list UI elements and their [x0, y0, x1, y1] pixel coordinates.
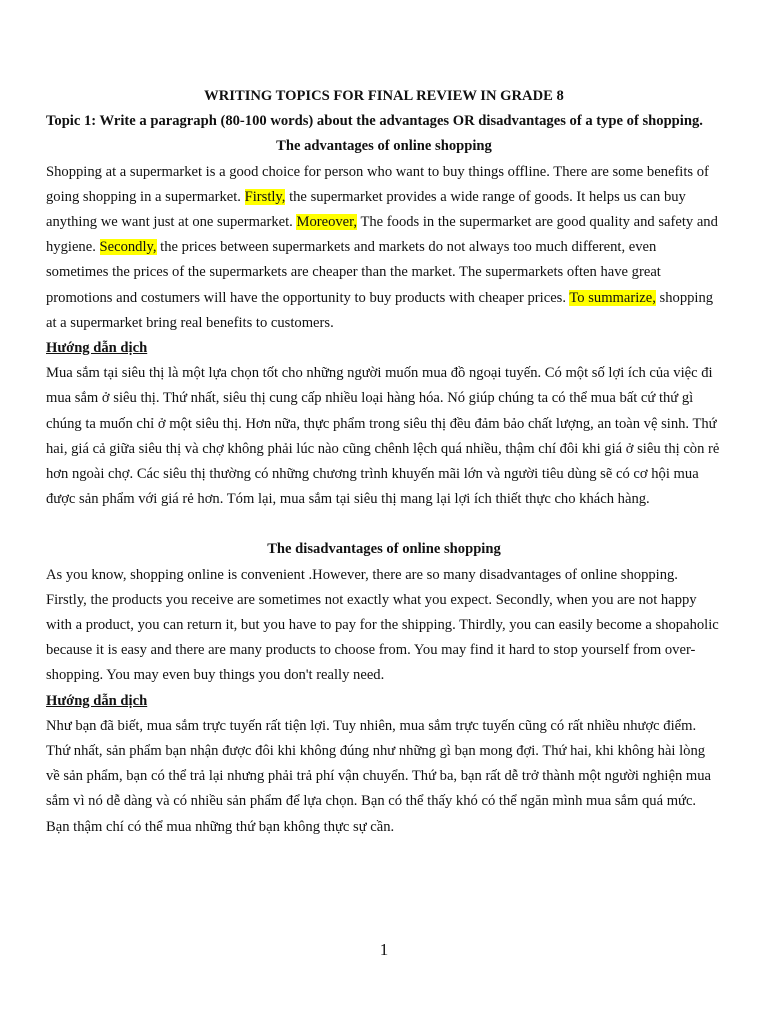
paragraph-text: Shopping at a supermarket is a good choice for person who want to buy things offline. There are some benefits of going shopping in a supermarket. — [46, 163, 709, 205]
paragraph-text: The foods in the supermarket are good quality and safety and hygiene. — [46, 214, 718, 256]
paragraph-text: the prices between supermarkets and markets do not always too much different, even sometimes the prices of the supermarkets are cheaper than the market. The supermarkets often have great promotions and costumers will have the opportunity to buy products with cheaper prices. — [46, 239, 661, 306]
disadvantages-translation: Như bạn đã biết, mua sắm trực tuyến rất tiện lợi. Tuy nhiên, mua sắm trực tuyến cũng có rất nhiều nhược điểm. Thứ nhất, sản phẩm bạn nhận được đôi khi không đúng như những gì bạn mong đợi. Thứ hai, khi không hài lòng về sản phẩm, bạn có thể trả lại nhưng phải trả phí vận chuyển. Thứ ba, bạn rất dễ trở thành một người nghiện mua sắm vì nó dễ dàng và có nhiều sản phẩm để lựa chọn. Bạn có thể thấy khó có thể ngăn mình mua sắm quá mức. Bạn thậm chí có thể mua những thứ bạn không thực sự cần. — [46, 717, 712, 835]
highlighted-connector: Moreover, — [296, 214, 358, 231]
highlighted-connector: Firstly, — [244, 188, 286, 205]
advantages-translation: Mua sắm tại siêu thị là một lựa chọn tốt cho những người muốn mua đồ ngoại tuyến. Có một số lợi ích của việc đi mua sắm ở siêu thị. Thứ nhất, siêu thị cung cấp nhiều loại hàng hóa. Nó giúp chúng ta có thể mua bất cứ thứ gì chúng ta muốn chỉ ở một siêu thị. Hơn nữa, thực phẩm trong siêu thị đều đảm bảo chất lượng, an toàn vệ sinh. Thứ hai, giá cả giữa siêu thị và chợ không phải lúc nào cũng chênh lệch quá nhiều, thậm chí đôi khi giá ở siêu thị còn rẻ hơn ngoài chợ. Các siêu thị thường có những chương trình khuyến mãi lớn và người tiêu dùng sẽ có cơ hội mua được sản phẩm với giá rẻ hơn. Tóm lại, mua sắm tại siêu thị mang lại lợi ích thiết thực cho khách hàng. — [46, 365, 720, 508]
highlighted-connector: To summarize, — [569, 289, 656, 306]
section-heading-disadvantages: The disadvantages of online shopping — [267, 541, 501, 558]
paragraph-text: the supermarket provides a wide range of goods. It helps us can buy anything we want just at one supermarket. — [46, 188, 686, 231]
document-title: WRITING TOPICS FOR FINAL REVIEW IN GRADE 8 — [204, 88, 564, 104]
paragraph-text: shopping at a supermarket bring real benefits to customers. — [46, 289, 714, 331]
translation-guide-label: Hướng dẫn dịch — [46, 340, 148, 357]
document-page — [46, 84, 722, 840]
disadvantages-paragraph: As you know, shopping online is convenient .However, there are so many disadvantages of online shopping. Firstly, the products you receive are sometimes not exactly what you expect. Secondly, when you are not happy with a product, you can return it, but you have to pay for the shipping. Thirdly, you can easily become a shopaholic because it is easy and there are many products to choose from. You may find it hard to stop yourself from over-shopping. You may even buy things you don't really need. — [46, 566, 719, 684]
topic-prompt: Topic 1: Write a paragraph (80-100 words) about the advantages OR disadvantages of a type of shopping. — [46, 113, 703, 130]
page-number: 1 — [379, 940, 389, 959]
translation-guide-label: Hướng dẫn dịch — [46, 692, 148, 709]
blank-line — [46, 512, 722, 537]
advantages-paragraph — [46, 160, 722, 336]
section-heading-advantages: The advantages of online shopping — [276, 138, 492, 155]
highlighted-connector: Secondly, — [99, 239, 157, 256]
